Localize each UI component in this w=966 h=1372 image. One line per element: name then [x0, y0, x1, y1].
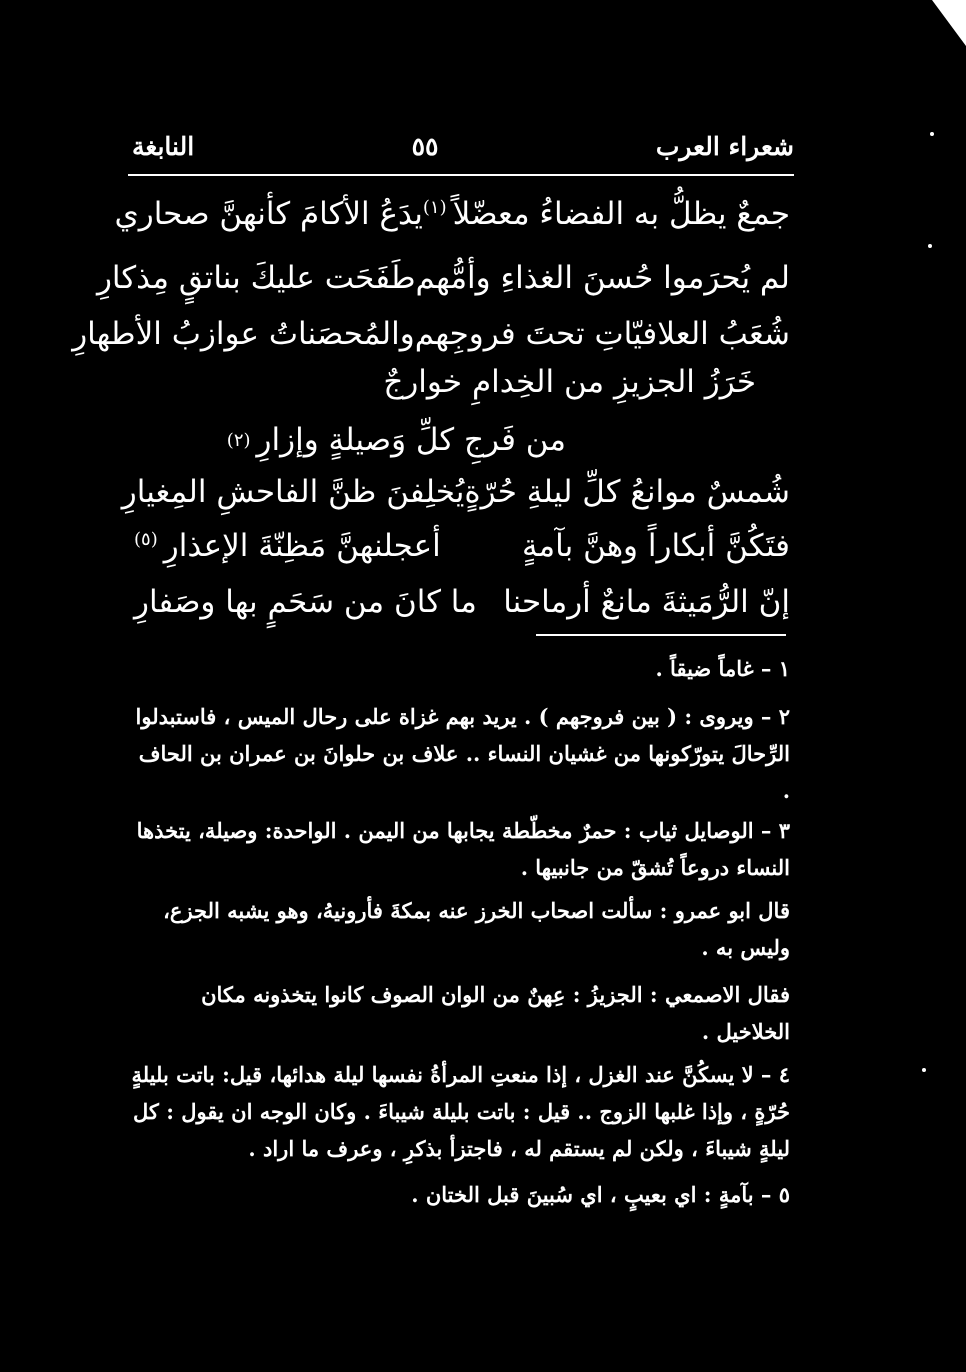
- verse-hemistich-second: يُخلِفنَ ظنَّ الفاحشِ المِغيارِ: [121, 474, 465, 510]
- verse-hemistich-second: طَفَحَت عليكَ بناتقٍ مِذكارِ: [96, 260, 416, 296]
- verse-line: [134, 516, 790, 576]
- footnote: ٣ – الوصايل ثياب : حمرٌ مخطّطة يجابها من اليمن . الواحدة: وصيلة، يتخذها النساء دروعاً تُشقّ من جانبيها .: [136, 818, 790, 880]
- verse-hemistich-first: لم يُحرَموا حُسنَ الغذاءِ وأمُّهم: [415, 260, 790, 296]
- header-rule: [128, 174, 794, 176]
- verse-line: [114, 184, 790, 244]
- running-header: [132, 126, 794, 166]
- footnote: قال ابو عمرو : سألت اصحاب الخرز عنه بمكةَ فأرونيهُ، وهو يشبه الجزع، وليس به .: [163, 898, 790, 960]
- verse-hemistich-first: إنّ الرُّمَيثةَ مانعٌ أرماحنا: [503, 584, 790, 620]
- verse-line-centered: [227, 410, 566, 470]
- footnote: فقال الاصمعي : الجزيزُ : عِهنٌ من الوان الصوف كانوا يتخذونه مكان الخلاخيل .: [201, 982, 790, 1044]
- section-title: النابغة: [132, 131, 195, 161]
- verse-hemistich-first: خَرَزُ الجزيزِ من الخِدامِ خوارجٌ: [383, 364, 756, 400]
- verse-hemistich-second: والمُحصَناتُ عوازبُ الأطهارِ: [72, 316, 415, 352]
- verse-hemistich-second: ما كانَ من سَحَمٍ بها وصَفارِ: [134, 584, 477, 620]
- page-number: ٥٥: [411, 131, 439, 161]
- verse-line: [134, 572, 790, 632]
- footnote: ٥ – بآمةٍ : اي بعيبٍ ، اي سُبينَ قبل الختان .: [411, 1182, 790, 1207]
- footnote-marker: (٥): [134, 528, 158, 550]
- speck: [922, 1068, 926, 1072]
- footnote-marker: (٢): [226, 429, 251, 451]
- verse-line: [96, 248, 790, 308]
- footnote: ١ – غاماً ضيقاً .: [655, 656, 790, 681]
- verse-hemistich-first: من فَرجِ كلِّ وَصيلةٍ وإزارِ: [256, 422, 566, 458]
- verse-hemistich-first: فتَكُنَّ أبكاراً وهنَّ بآمةٍ: [521, 528, 790, 564]
- verse-hemistich-first: شُعَبُ العلافيّاتِ تحتَ فروجِهم: [414, 316, 790, 352]
- footnote: ٢ – ويروى : ( بين فروجهم ) . يريد بهم غزاة على رحال الميس ، فاستبدلوا الرِّحالَ يتورّكونها من غشيان النساء .. علاف بن حلوانَ بن عمران بن الحاف .: [135, 704, 790, 803]
- footnote: ٤ – لا يسكُنَّ عند الغزل ، إذا منعتِ المرأةُ نفسها ليلة هدائها، قيل: باتت بليلةٍ حُرّةٍ ، وإذا غلبها الزوج .. قيل : باتت بليلة شيباءَ . وكان الوجه ان يقول : كل ليلةٍ شيباءَ ، ولكن لم يستقم له ، فاجتزأ بذكرِ ، وعرف ما اراد .: [131, 1062, 790, 1161]
- verse-hemistich-second: يدَعُ الأكامَ كأنهنَّ صحاري: [114, 196, 423, 232]
- footnote-marker: (١): [422, 196, 447, 218]
- verse-line-centered: [383, 352, 756, 412]
- book-title: شعراء العرب: [655, 131, 794, 161]
- footnote-divider: [536, 634, 786, 636]
- torn-corner: [932, 0, 966, 46]
- speck: [928, 244, 932, 248]
- verse-hemistich-first: شُمسٌ موانعُ كلِّ ليلةِ حُرّةٍ: [464, 474, 790, 510]
- verse-line: [121, 462, 790, 522]
- verse-hemistich-first: جمعٌ يظلُّ به الفضاءُ معضّلاً$^{(١)}$: [422, 196, 790, 232]
- speck: [930, 132, 934, 136]
- verse-hemistich-second: أعجلنهنَّ مَظِنّةَ الإعذارِ$^{(٥)}$: [134, 528, 441, 564]
